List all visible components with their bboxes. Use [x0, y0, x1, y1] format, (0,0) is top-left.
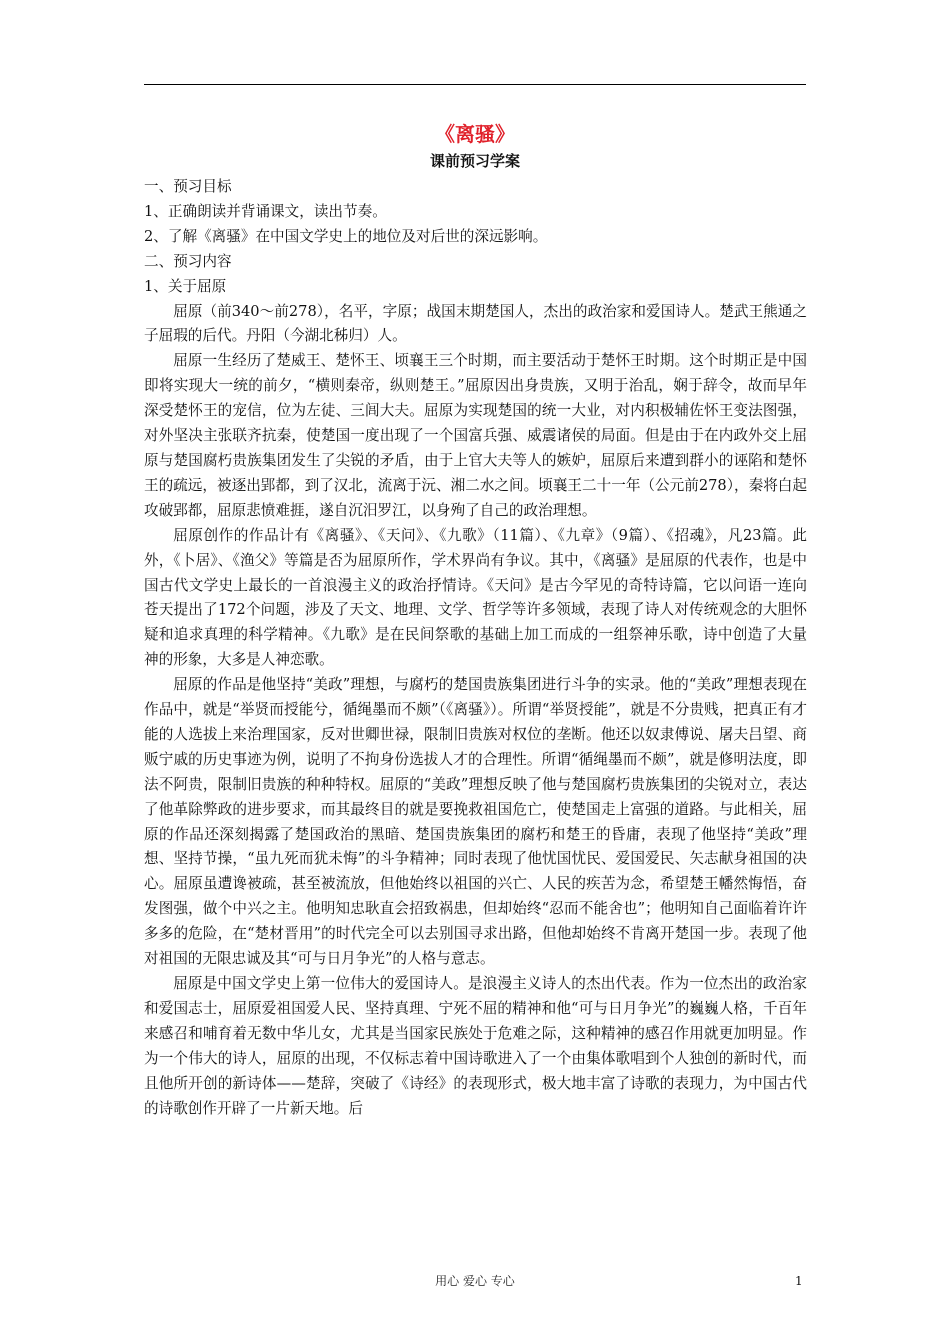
paragraph-works: 屈原创作的作品计有《离骚》、《天问》、《九歌》（11篇）、《九章》（9篇）、《招魂》，凡23篇。此外，《卜居》、《渔父》等篇是否为屈原所作，学术界尚有争议。其中，《离骚》是屈原的代表作，也是中国古代文学史上最长的一首浪漫主义的政治抒情诗。《天问》是古今罕见的奇特诗篇，它以问语一连向苍天提出了172个问题，涉及了天文、地理、文学、哲学等许多领域，表现了诗人对传统观念的大胆怀疑和追求真理的科学精神。《九歌》是在民间祭歌的基础上加工而成的一组祭神乐歌，诗中创造了大量神的形象，大多是人神恋歌。	[144, 526, 807, 669]
footer-text: 用心 爱心 专心	[435, 1274, 515, 1288]
paragraph-legacy: 屈原是中国文学史上第一位伟大的爱国诗人。是浪漫主义诗人的杰出代表。作为一位杰出的政治家和爱国志士，屈原爱祖国爱人民、坚持真理、宁死不屈的精神和他“可与日月争光”的巍巍人格，千百年来感召和哺育着无数中华儿女，尤其是当国家民族处于危难之际，这种精神的感召作用就更加明显。作为一个伟大的诗人，屈原的出现，不仅标志着中国诗歌进入了一个由集体歌唱到个人独创的新时代，而且他所开创的新诗体——楚辞，突破了《诗经》的表现形式，极大地丰富了诗歌的表现力，为中国古代的诗歌创作开辟了一片新天地。后	[144, 975, 807, 1117]
section-heading-content: 二、预习内容	[144, 252, 232, 270]
paragraph-life: 屈原一生经历了楚威王、楚怀王、顷襄王三个时期，而主要活动于楚怀王时期。这个时期正是中国即将实现大一统的前夕，“横则秦帝，纵则楚王。”屈原因出身贵族，又明于治乱，娴于辞令，故而早年深受楚怀王的宠信，位为左徒、三闾大夫。屈原为实现楚国的统一大业，对内积极辅佐怀王变法图强，对外坚决主张联齐抗秦，使楚国一度出现了一个国富兵强、威震诸侯的局面。但是由于在内政外交上屈原与楚国腐朽贵族集团发生了尖锐的矛盾，由于上官大夫等人的嫉妒，屈原后来遭到群小的诬陷和楚怀王的疏远，被逐出郢都，到了汉北，流离于沅、湘二水之间。顷襄王二十一年（公元前278），秦将白起攻破郢都，屈原悲愤难捱，遂自沉汨罗江，以身殉了自己的政治理想。	[144, 352, 807, 519]
goal-item-2: 2、了解《离骚》在中国文学史上的地位及对后世的深远影响。	[144, 227, 548, 245]
document-subtitle: 课前预习学案	[429, 152, 520, 170]
header-rule	[144, 84, 806, 85]
document-title: 《离骚》	[435, 122, 515, 146]
paragraph-ideals: 屈原的作品是他坚持“美政”理想，与腐朽的楚国贵族集团进行斗争的实录。他的“美政”理想表现在作品中，就是“举贤而授能兮，循绳墨而不颇”（《离骚》）。所谓“举贤授能”，就是不分贵贱，把真正有才能的人选拔上来治理国家，反对世卿世禄，限制旧贵族对权位的垄断。他还以奴隶傅说、屠夫吕望、商贩宁戚的历史事迹为例，说明了不拘身份选拔人才的合理性。所谓“循绳墨而不颇”，就是修明法度，即法不阿贵，限制旧贵族的种种特权。屈原的“美政”理想反映了他与楚国腐朽贵族集团的尖锐对立，表达了他革除弊政的进步要求，而其最终目的就是要挽救祖国危亡，使楚国走上富强的道路。与此相关，屈原的作品还深刻揭露了楚国政治的黑暗、楚国贵族集团的腐朽和楚王的昏庸，表现了他坚持“美政”理想、坚持节操，“虽九死而犹未悔”的斗争精神；同时表现了他忧国忧民、爱国爱民、矢志献身祖国的决心。屈原虽遭谗被疏，甚至被流放，但他始终以祖国的兴亡、人民的疾苦为念，希望楚王幡然悔悟，奋发图强，做个中兴之主。他明知忠耿直会招致祸患，但却始终“忍而不能舍也”；他明知自己面临着许许多多的危险，在“楚材晋用”的时代完全可以去别国寻求出路，但他却始终不肯离开楚国一步。表现了他对祖国的无限忠诚及其“可与日月争光”的人格与意志。	[144, 676, 807, 968]
page-number: 1	[795, 1274, 803, 1288]
paragraph-biography: 屈原（前340～前278），名平，字原；战国末期楚国人，杰出的政治家和爱国诗人。楚武王熊通之子屈瑕的后代。丹阳（今湖北秭归）人。	[144, 302, 807, 345]
document-body	[144, 175, 807, 1121]
subsection-heading-quyuan: 1、关于屈原	[144, 277, 227, 295]
section-heading-goals: 一、预习目标	[144, 178, 232, 195]
goal-item-1: 1、正确朗读并背诵课文，读出节奏。	[144, 202, 387, 220]
